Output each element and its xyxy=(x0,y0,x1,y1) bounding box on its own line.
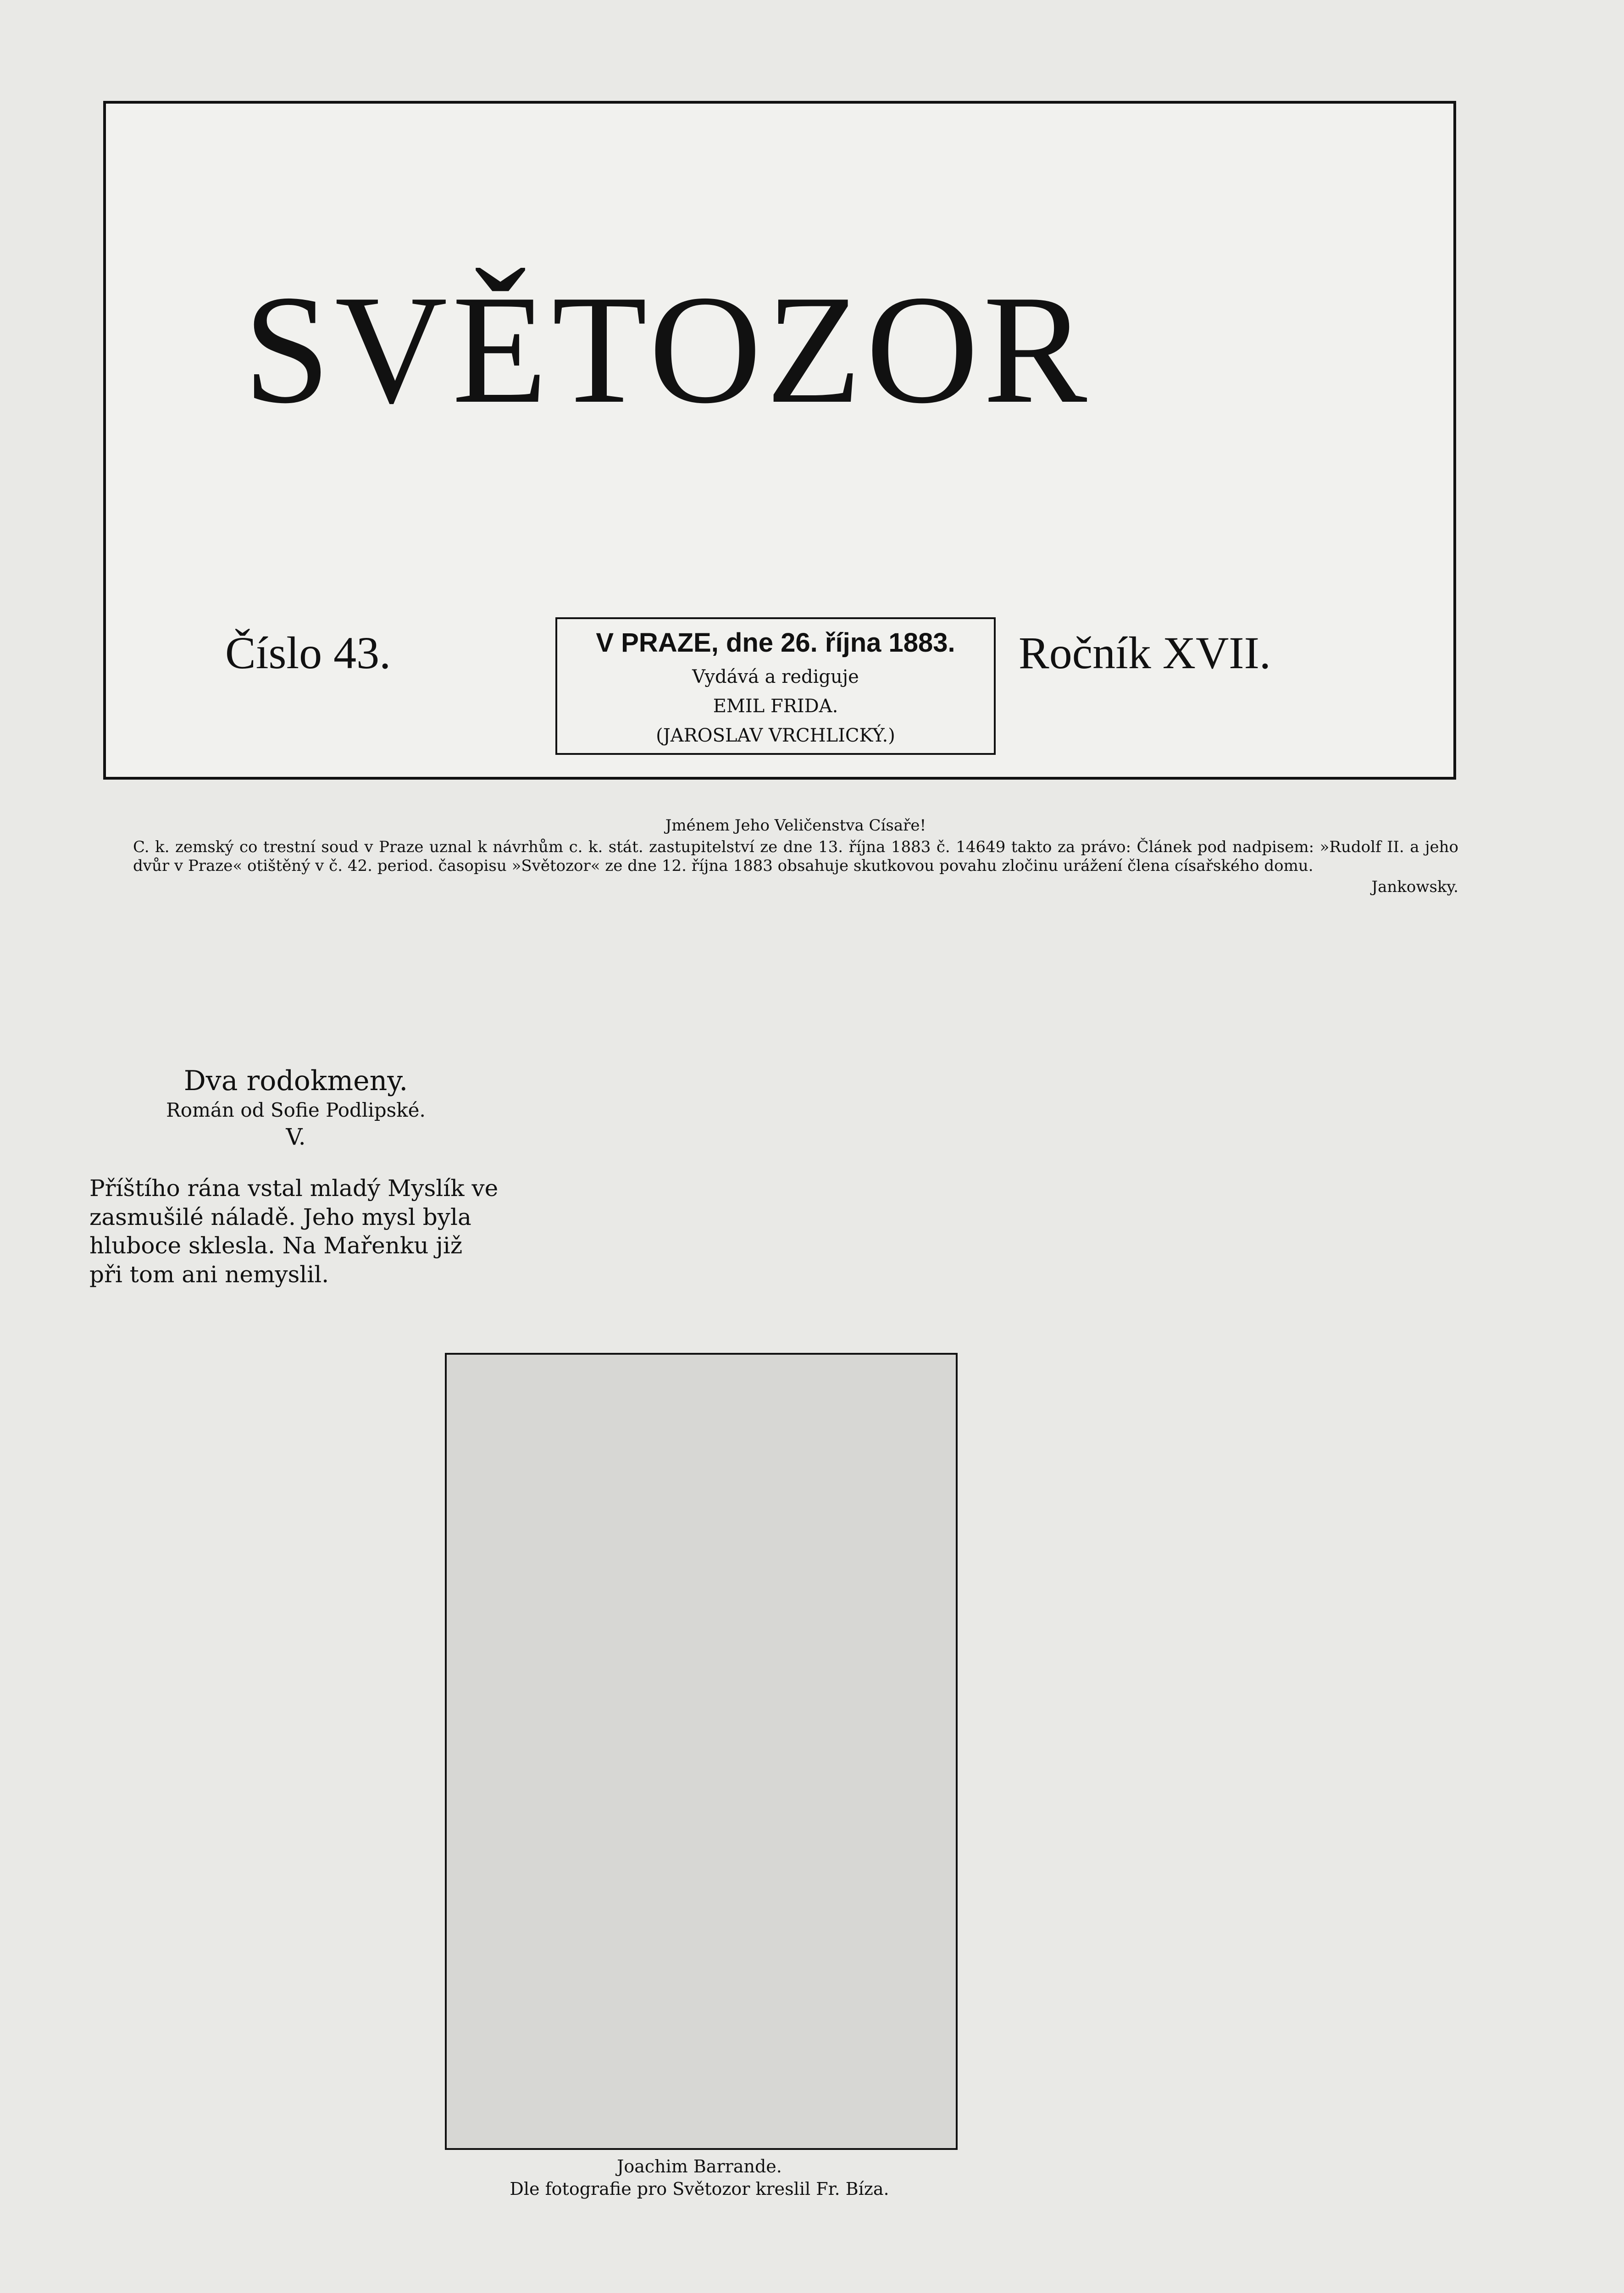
issue-number: Číslo 43. xyxy=(225,627,391,678)
volume-number: Ročník XVII. xyxy=(1019,627,1271,678)
notice-body: C. k. zemský co trestní soud v Praze uznal k návrhům c. k. stát. zastupitelství ze dne 13. října 1883 č. 14649 takto za právo: Článek pod nadpisem: »Rudolf II. a jeho dvůr v Praze« otištěný v č. 42. period. časopisu »Světozor« ze dne 12. října 1883 obsahuje skutkovou povahu zločinu urážení člena císařského domu. xyxy=(133,837,1458,875)
portrait-illustration xyxy=(445,1353,958,2150)
article-byline: Román od Sofie Podlipské. xyxy=(166,1099,426,1121)
article-lead: Příštího rána vstal mladý Myslík ve zasmušilé náladě. Jeho mysl byla hluboce sklesla. Na Mařenku již při tom ani nemyslil. xyxy=(89,1175,499,1288)
issue-date: V PRAZE, dne 26. října 1883. xyxy=(596,628,955,658)
court-notice xyxy=(133,816,1458,899)
masthead-title: SVĚTOZOR xyxy=(244,263,1092,436)
article-column xyxy=(89,1064,502,1312)
notice-signature: Jankowsky. xyxy=(1371,878,1458,897)
editor-name: EMIL FRIDA. xyxy=(713,696,838,717)
masthead-info-box xyxy=(555,617,996,755)
portrait-caption-name: Joachim Barrande. xyxy=(617,2156,782,2177)
publisher-line: Vydává a rediguje xyxy=(692,666,859,687)
article-chapter: V. xyxy=(286,1123,306,1150)
editor-pseudonym: (JAROSLAV VRCHLICKÝ.) xyxy=(656,725,895,746)
portrait-caption-credit: Dle fotografie pro Světozor kreslil Fr. Bíza. xyxy=(510,2179,889,2199)
notice-heading: Jménem Jeho Veličenstva Císaře! xyxy=(665,816,926,835)
portrait-caption xyxy=(468,2155,931,2201)
masthead xyxy=(103,101,1456,780)
article-title: Dva rodokmeny. xyxy=(183,1065,408,1097)
